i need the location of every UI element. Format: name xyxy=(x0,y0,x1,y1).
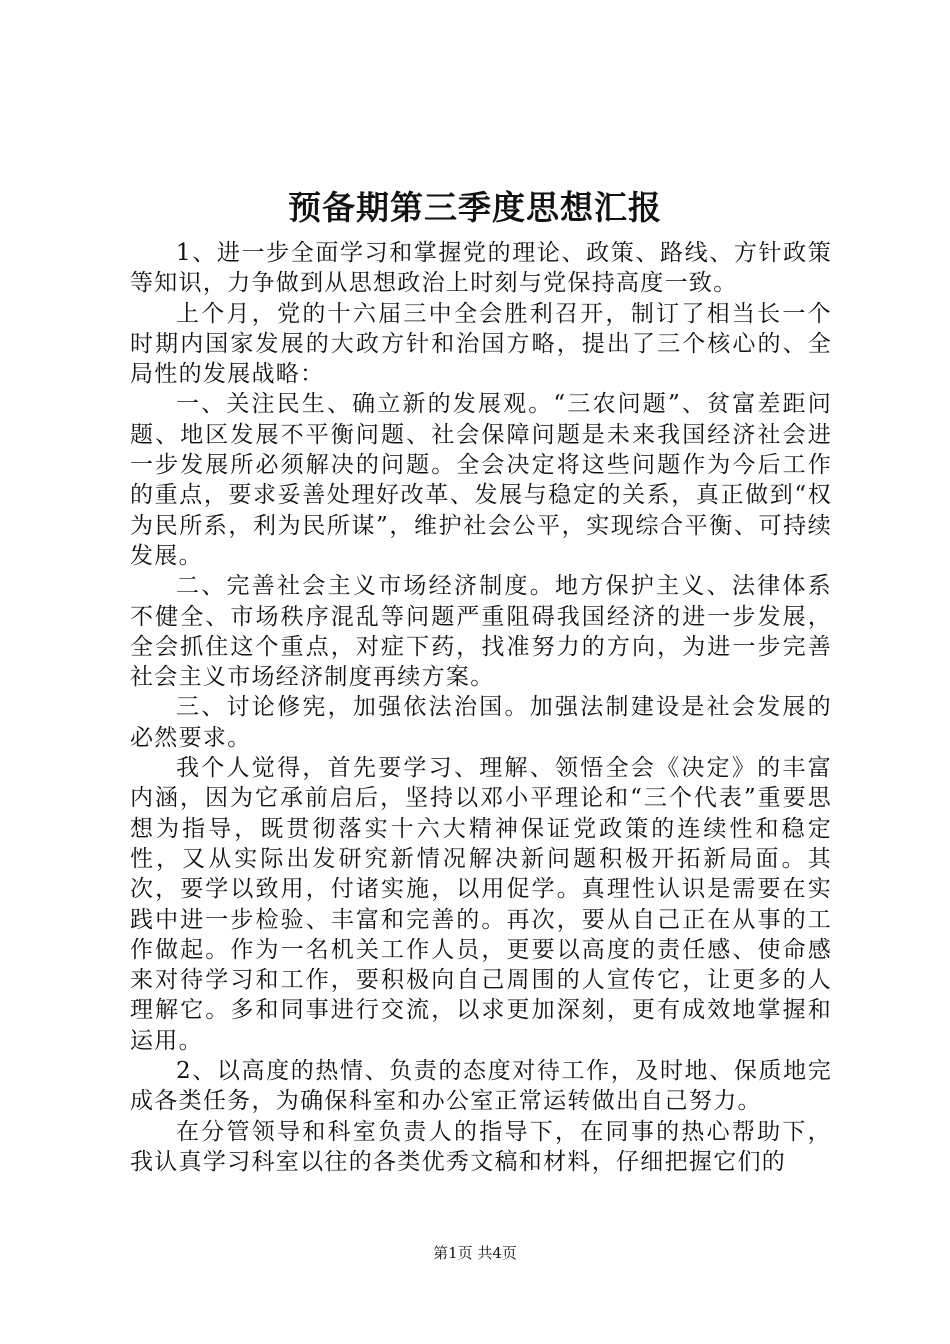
paragraph: 在分管领导和科室负责人的指导下，在同事的热心帮助下，我认真学习科室以往的各类优秀文稿和材料，仔细把握它们的 xyxy=(130,1118,832,1175)
paragraph: 一、关注民生、确立新的发展观。“三农问题”、贫富差距问题、地区发展不平衡问题、社会保障问题是未来我国经济社会进一步发展所必须解决的问题。全会决定将这些问题作为今后工作的重点，要求妥善处理好改革、发展与稳定的关系，真正做到“权为民所系，利为民所谋”，维护社会公平，实现综合平衡、可持续发展。 xyxy=(130,391,832,569)
paragraph: 上个月，党的十六届三中全会胜利召开，制订了相当长一个时期内国家发展的大政方针和治国方略，提出了三个核心的、全局性的发展战略： xyxy=(130,300,832,388)
paragraph: 三、讨论修宪，加强依法治国。加强法制建设是社会发展的必然要求。 xyxy=(130,694,832,751)
paragraph: 2、以高度的热情、负责的态度对待工作，及时地、保质地完成各类任务，为确保科室和办公室正常运转做出自己努力。 xyxy=(130,1058,832,1115)
paragraph: 1、进一步全面学习和掌握党的理论、政策、路线、方针政策等知识，力争做到从思想政治上时刻与党保持高度一致。 xyxy=(130,240,832,297)
document-title: 预备期第三季度思想汇报 xyxy=(288,188,662,227)
paragraph: 二、完善社会主义市场经济制度。地方保护主义、法律体系不健全、市场秩序混乱等问题严重阻碍我国经济的进一步发展，全会抓住这个重点，对症下药，找准努力的方向，为进一步完善社会主义市场经济制度再续方案。 xyxy=(130,573,832,691)
document-body xyxy=(130,238,832,1177)
page-number-footer: 第1页 共4页 xyxy=(433,1244,517,1262)
paragraph: 我个人觉得，首先要学习、理解、领悟全会《决定》的丰富内涵，因为它承前启后，坚持以邓小平理论和“三个代表”重要思想为指导，既贯彻落实十六大精神保证党政策的连续性和稳定性，又从实际出发研究新情况解决新问题积极开拓新局面。其次，要学以致用，付诸实施，以用促学。真理性认识是需要在实践中进一步检验、丰富和完善的。再次，要从自己正在从事的工作做起。作为一名机关工作人员，更要以高度的责任感、使命感来对待学习和工作，要积极向自己周围的人宣传它，让更多的人理解它。多和同事进行交流，以求更加深刻，更有成效地掌握和运用。 xyxy=(130,755,832,1054)
